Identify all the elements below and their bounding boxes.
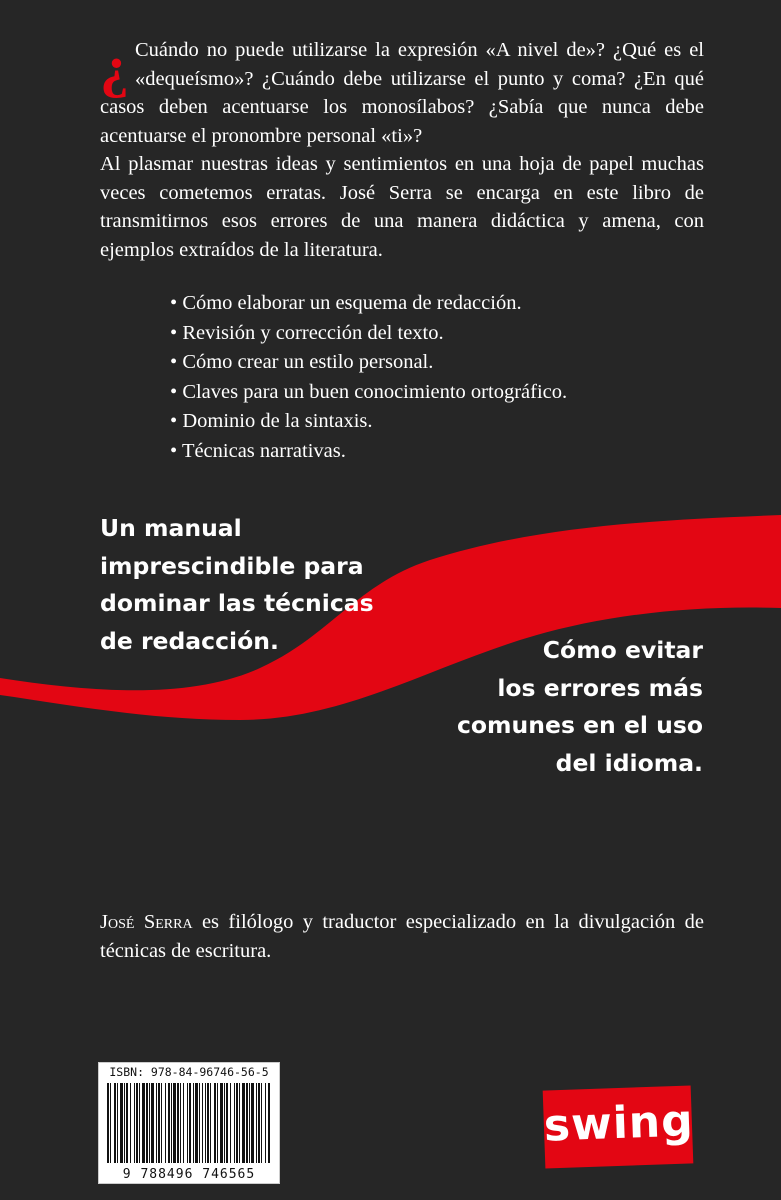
intro-paragraph: Al plasmar nuestras ideas y sentimientos en una hoja de papel muchas veces cometemos erratas. José Serra se encarga en este libro de transmitirnos esos errores de una manera didáctica y amena, con ejemplos extraídos de la literatura. <box>100 153 704 261</box>
barcode-bar <box>202 1083 203 1163</box>
barcode-bar <box>114 1083 116 1163</box>
barcode-bar <box>149 1083 150 1163</box>
author-bio <box>100 908 704 966</box>
list-item: • Claves para un buen conocimiento ortográfico. <box>170 378 567 408</box>
barcode-bar <box>142 1083 145 1163</box>
barcode-bar <box>130 1083 131 1163</box>
feature-list <box>170 289 567 466</box>
barcode-bar <box>249 1083 250 1163</box>
barcode-bar <box>230 1083 231 1163</box>
promo-line: del idioma. <box>555 748 703 777</box>
barcode-bar <box>189 1083 191 1163</box>
barcode-bars <box>105 1083 273 1163</box>
barcode-bar <box>224 1083 225 1163</box>
promo-line: Un manual <box>100 514 242 542</box>
barcode-bar <box>107 1083 109 1163</box>
barcode-bar <box>171 1083 172 1163</box>
promo-line: Cómo evitar <box>542 636 703 664</box>
intro-questions: Cuándo no puede utilizarse la expresión «A nivel de»? ¿Qué es el «dequeísmo»? ¿Cuándo debe utilizarse el punto y coma? ¿En qué casos deben acentuarse los monosílabos? ¿Sabía que nunca debe acentuarse el pronombre personal «ti»? <box>100 39 704 147</box>
promo-right-text <box>383 632 703 782</box>
barcode-bar <box>242 1083 245 1163</box>
barcode-bar <box>120 1083 123 1163</box>
barcode-bar <box>214 1083 216 1163</box>
author-name: José Serra <box>100 911 193 933</box>
promo-left-text <box>100 510 400 660</box>
promo-line: los errores más <box>497 673 703 702</box>
barcode-bar <box>117 1083 118 1163</box>
barcode-bar <box>236 1083 238 1163</box>
barcode-bar <box>124 1083 125 1163</box>
barcode-bar <box>177 1083 179 1163</box>
barcode-bar <box>139 1083 140 1163</box>
barcode-bar <box>258 1083 260 1163</box>
barcode-digits: 9 788496 746565 <box>122 1167 256 1182</box>
logo-text: swing <box>543 1095 695 1152</box>
barcode-bar <box>110 1083 111 1163</box>
barcode-bar <box>195 1083 198 1163</box>
barcode-bar <box>199 1083 200 1163</box>
isbn-label: ISBN: 978-84-96746-56-5 <box>109 1065 269 1079</box>
barcode-bar <box>251 1083 254 1163</box>
barcode-bar <box>136 1083 138 1163</box>
barcode-bar <box>126 1083 128 1163</box>
barcode-bar <box>207 1083 209 1163</box>
barcode-bar <box>217 1083 218 1163</box>
list-item: • Revisión y corrección del texto. <box>170 319 567 349</box>
isbn-barcode <box>98 1062 280 1184</box>
barcode-bar <box>151 1083 154 1163</box>
promo-line: de redacción. <box>100 626 279 655</box>
list-item: • Cómo crear un estilo personal. <box>170 348 567 378</box>
barcode-bar <box>261 1083 262 1163</box>
author-bio-text: es filólogo y traductor especializado en la divulgación de técnicas de escritura. <box>100 911 704 962</box>
barcode-bar <box>180 1083 181 1163</box>
barcode-bar <box>161 1083 162 1163</box>
list-item: • Dominio de la sintaxis. <box>170 407 567 437</box>
barcode-bar <box>220 1083 223 1163</box>
barcode-bar <box>268 1083 270 1163</box>
promo-line: comunes en el uso <box>456 711 703 739</box>
promo-line: imprescindible para <box>100 551 364 580</box>
list-item: • Técnicas narrativas. <box>170 437 567 467</box>
barcode-bar <box>146 1083 148 1163</box>
barcode-bar <box>187 1083 188 1163</box>
question-mark-initial: ¿ <box>100 34 129 99</box>
barcode-bar <box>193 1083 194 1163</box>
barcode-bar <box>134 1083 135 1163</box>
list-item: • Cómo elaborar un esquema de redacción. <box>170 289 567 319</box>
barcode-bar <box>256 1083 257 1163</box>
barcode-bar <box>234 1083 235 1163</box>
barcode-bar <box>173 1083 176 1163</box>
barcode-bar <box>265 1083 266 1163</box>
barcode-bar <box>168 1083 170 1163</box>
barcode-bar <box>205 1083 206 1163</box>
promo-line: dominar las técnicas <box>100 589 374 617</box>
intro-text <box>100 36 704 264</box>
barcode-bar <box>210 1083 211 1163</box>
barcode-bar <box>226 1083 228 1163</box>
publisher-logo <box>543 1085 694 1168</box>
barcode-bar <box>239 1083 240 1163</box>
barcode-bar <box>246 1083 248 1163</box>
barcode-bar <box>158 1083 160 1163</box>
barcode-bar <box>165 1083 166 1163</box>
barcode-bar <box>183 1083 184 1163</box>
barcode-bar <box>156 1083 157 1163</box>
